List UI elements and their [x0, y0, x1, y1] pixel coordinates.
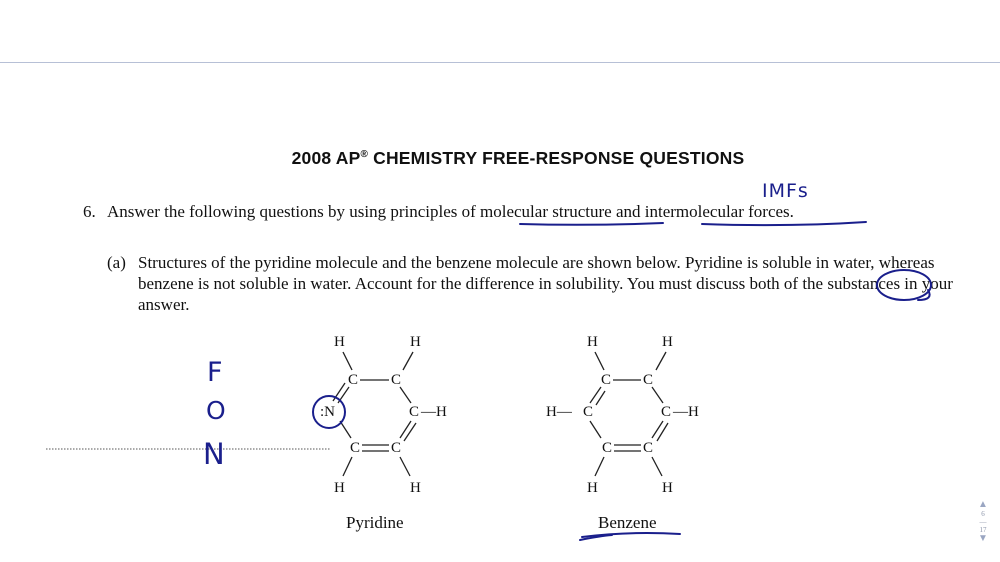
- atom: H: [410, 334, 421, 350]
- atom: H: [334, 480, 345, 496]
- emphasis-both: both: [749, 274, 780, 293]
- handwriting: [313, 222, 931, 540]
- atom: —H: [673, 404, 699, 420]
- atom: C: [350, 440, 361, 456]
- underline-intermolecular-forces: [702, 222, 866, 225]
- term-intermolecular-forces: intermolecular forces: [644, 202, 790, 221]
- benzene-bonds: [590, 352, 668, 476]
- pyridine-caption: Pyridine: [346, 513, 404, 532]
- atom: H: [662, 480, 673, 496]
- atom: H: [587, 334, 598, 350]
- atom: H: [334, 334, 345, 350]
- atom: C: [661, 404, 672, 420]
- atom: C: [643, 372, 654, 388]
- scroll-down-icon[interactable]: ▼: [978, 533, 988, 544]
- atom-nitrogen: :N: [320, 404, 335, 420]
- atom: C: [583, 404, 594, 420]
- scroll-up-icon[interactable]: ▲: [978, 499, 988, 510]
- annotation-o: O: [206, 396, 226, 425]
- circle-nitrogen: [313, 396, 345, 428]
- page-scroller[interactable]: [976, 500, 990, 544]
- page-current: 6: [981, 510, 985, 518]
- atom: H: [587, 480, 598, 496]
- term-molecular-structure: molecular structure: [480, 202, 612, 221]
- question-6: 6. Answer the following questions by using principles of molecular structure and intermolecular forces.: [83, 202, 794, 221]
- atom: H—: [546, 404, 572, 420]
- part-a-label: (a): [107, 253, 126, 272]
- atom: C: [409, 404, 420, 420]
- atom: C: [643, 440, 654, 456]
- atom: C: [391, 372, 402, 388]
- part-a-text: Structures of the pyridine molecule and the benzene molecule are shown below. Pyridine is soluble in water, whereas benzene is not soluble in water. Account for the difference in solubility. You must discuss both of the substances in your answer.: [138, 253, 953, 314]
- atom: C: [348, 372, 359, 388]
- page-total: 17: [979, 526, 987, 534]
- atom: C: [602, 440, 613, 456]
- benzene-caption: Benzene: [598, 513, 657, 532]
- underline-molecular-structure: [520, 223, 663, 225]
- atom: C: [601, 372, 612, 388]
- annotation-f: F: [207, 357, 223, 388]
- circle-both: [877, 270, 931, 300]
- question-number: 6.: [83, 202, 96, 221]
- atom: C: [391, 440, 402, 456]
- annotation-imfs: IMFs: [762, 180, 809, 202]
- atom: —H: [421, 404, 447, 420]
- atom: H: [662, 334, 673, 350]
- annotation-n: N: [203, 437, 225, 471]
- page-divider: —: [979, 518, 987, 526]
- atom: H: [410, 480, 421, 496]
- page-title: 2008 AP® CHEMISTRY FREE-RESPONSE QUESTIONS: [291, 148, 745, 168]
